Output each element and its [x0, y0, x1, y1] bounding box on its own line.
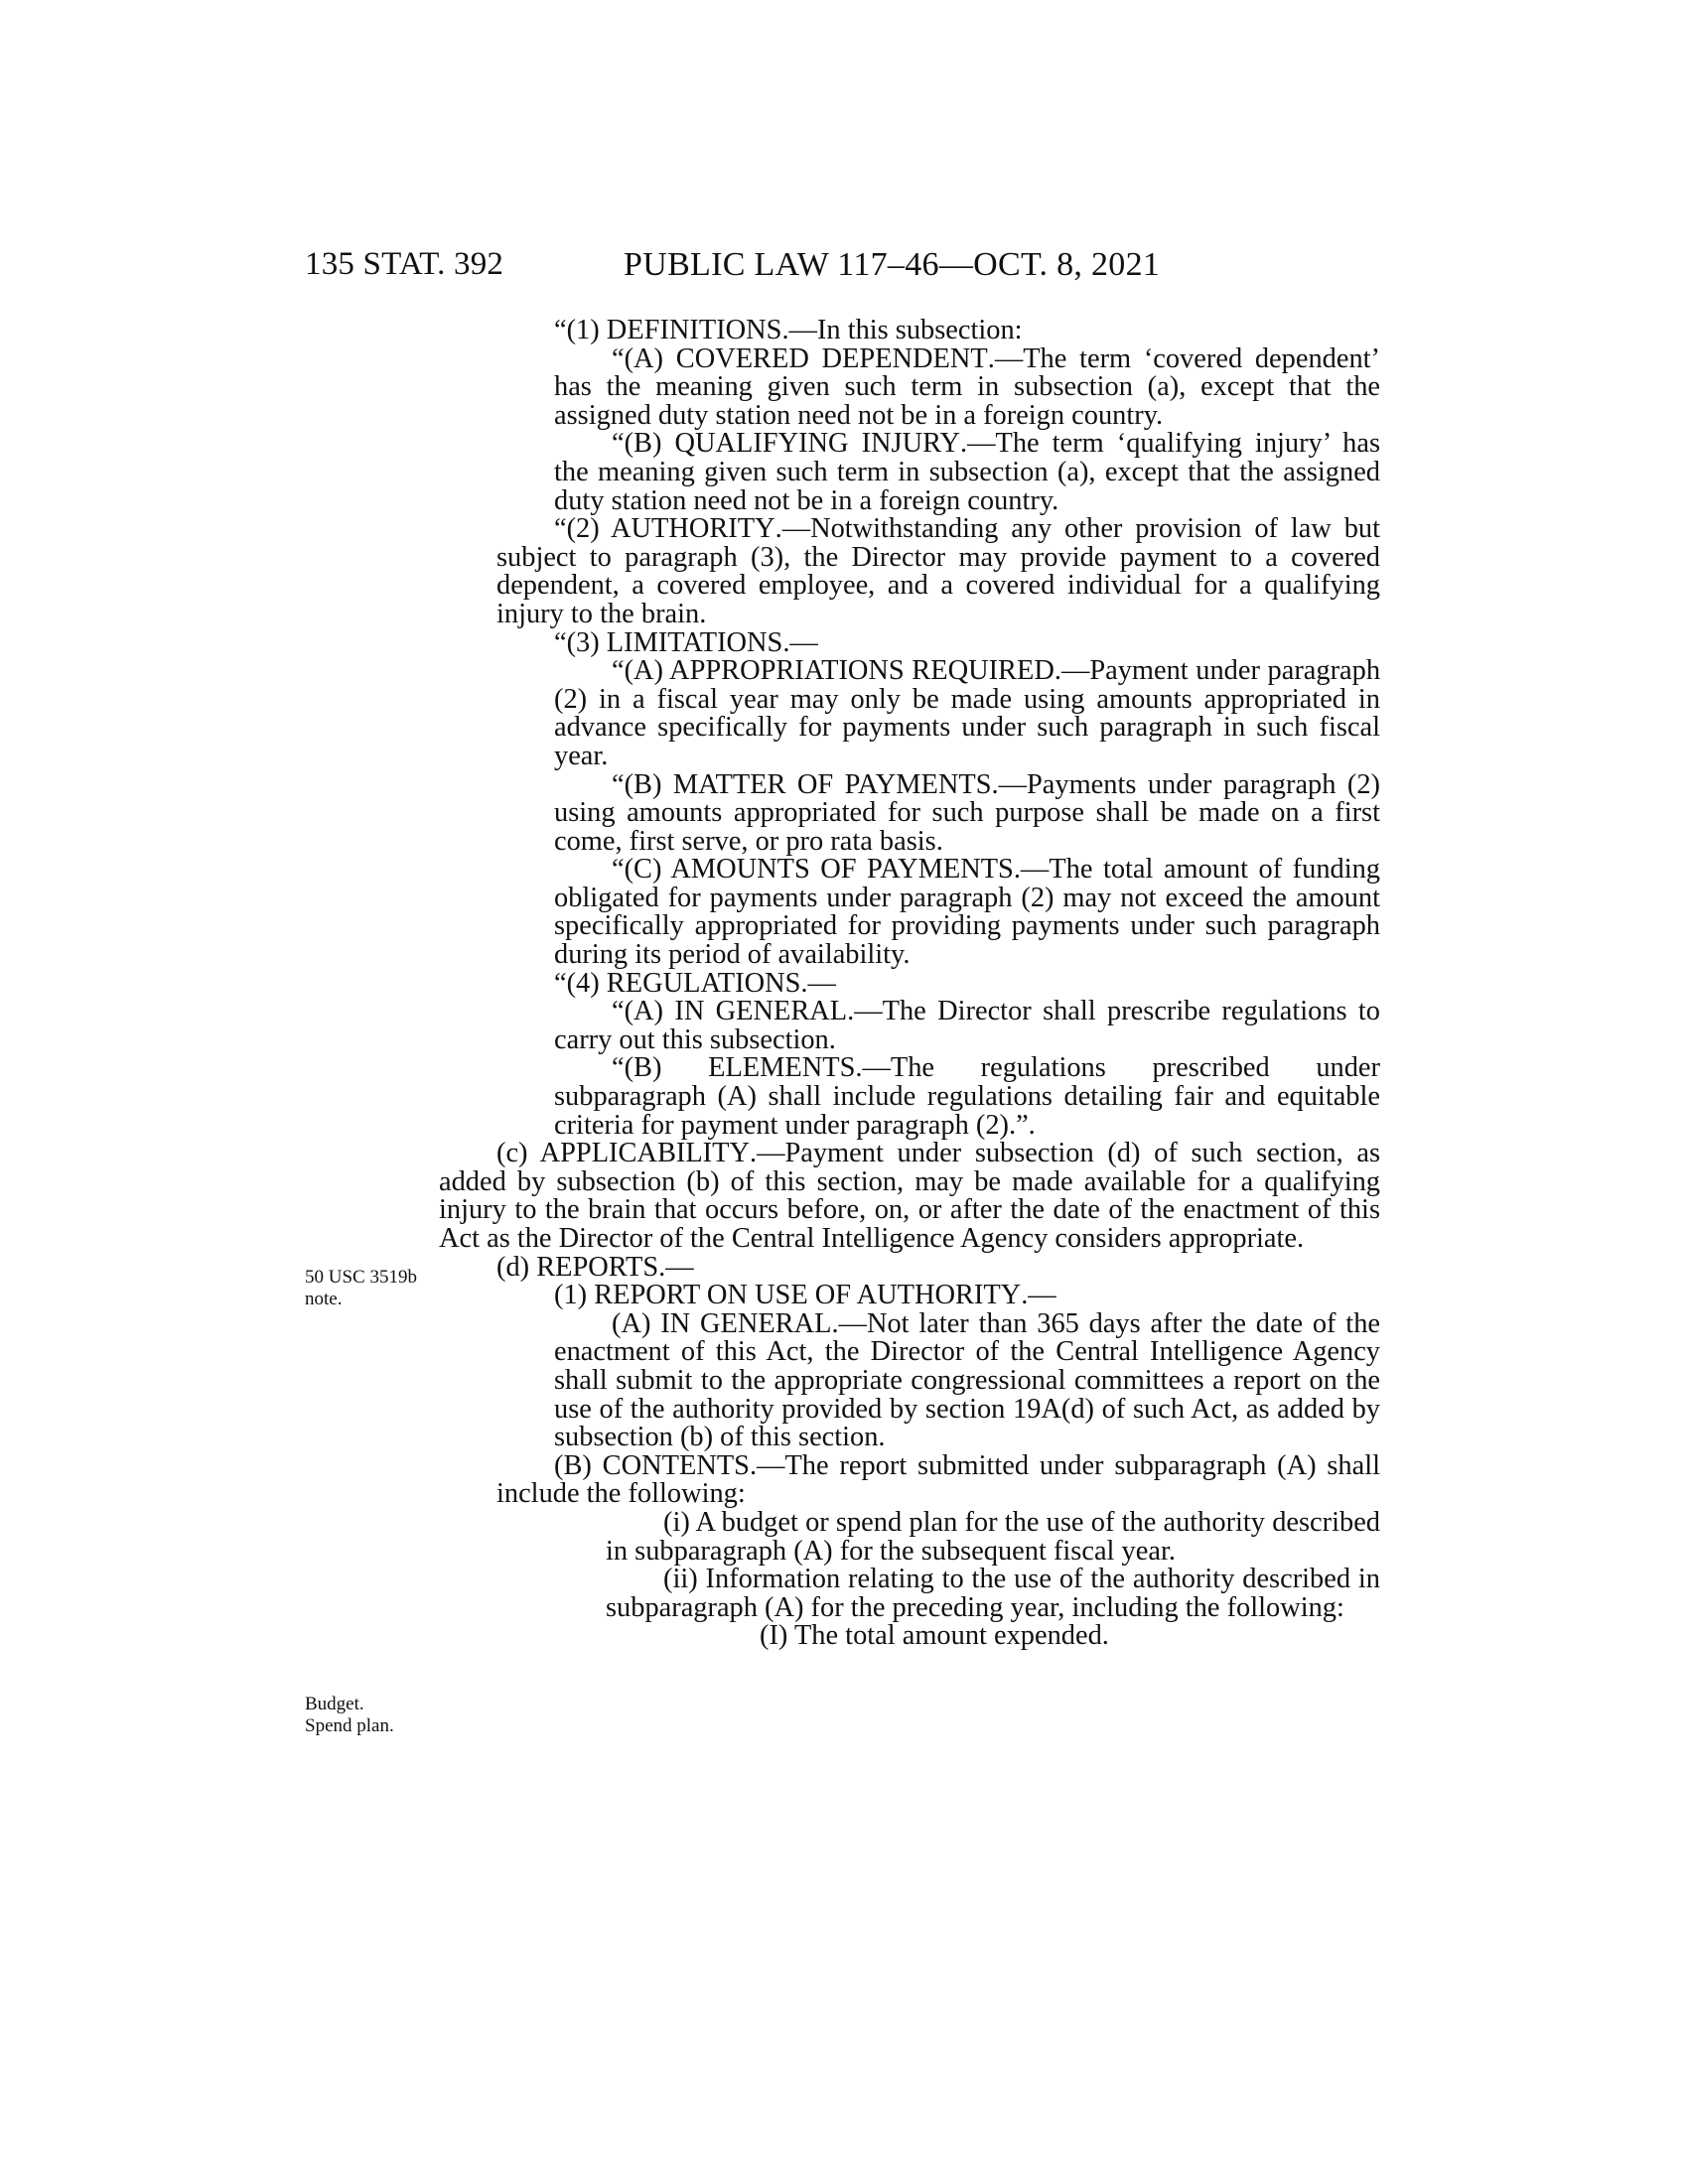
subparagraph-matter-of-payments: [496, 768, 1381, 857]
para-text: .—: [782, 626, 818, 658]
paragraph-regulations: [496, 967, 1380, 999]
para-heading: UTHORITY: [631, 513, 775, 545]
para-heading: MOUNTS OF PAYMENTS: [690, 854, 1014, 886]
para-lead: (B) C: [554, 1449, 622, 1481]
subparagraph-regulations-elements: [496, 1054, 1380, 1140]
para-lead: “(B) Q: [612, 428, 695, 460]
para-text: .—Not later than 365 days after the date of the enactment of this Act, the Director of the Central Intelligence Agency shall submit to the appropriate congressional committees a report on the use of the authority provided by section 19A(d) of such Act, as added by subsection (b) of this section.: [554, 1307, 1380, 1453]
para-lead: (c) A: [496, 1138, 561, 1169]
para-text: .—The term ‘qualifying injury’ has the meaning given such term in subsection (a), except that the assigned duty station need not be in a foreign country.: [554, 428, 1380, 516]
para-lead: (A) I: [612, 1307, 670, 1339]
para-heading: PPLICABILITY: [560, 1138, 750, 1169]
margin-note-budget: [305, 1694, 394, 1737]
para-text: .—In this subsection:: [781, 315, 1023, 345]
para-text: .—The Director shall prescribe regulations to carry out this subsection.: [554, 996, 1380, 1055]
para-heading: OVERED DEPENDENT: [694, 342, 988, 374]
para-text: .—Payments under paragraph (2) using amounts appropriated for such purpose shall be made on a first come, first serve, or pro rata basis.: [554, 768, 1381, 857]
para-text: .—: [658, 1251, 694, 1283]
margin-note-line: Budget.: [305, 1694, 364, 1714]
margin-note-usc-reference: [305, 1267, 417, 1310]
subparagraph-amounts-of-payments: [496, 856, 1380, 969]
public-law-title: PUBLIC LAW 117–46—OCT. 8, 2021: [624, 246, 1161, 283]
para-text: .—Payment under paragraph (2) in a fiscal year may only be made using amounts appropriated in advance specifically for payments under such paragraph in such fiscal year.: [554, 655, 1381, 771]
para-lead: “(1) D: [554, 315, 628, 345]
para-text: .—The total amount of funding obligated for payments under paragraph (2) may not exceed the amount specifically appropriated for providing payments under such paragraph during its period of availability.: [554, 854, 1380, 971]
para-text: .—The term ‘covered dependent’ has the meaning given such term in subsection (a), except that the assigned duty station need not be in a foreign country.: [554, 342, 1380, 431]
para-text: .—: [1021, 1280, 1056, 1311]
subparagraph-appropriations-required: [496, 657, 1380, 770]
para-lead: “(4) R: [554, 967, 626, 999]
para-lead: “(2) A: [554, 513, 632, 545]
para-lead: (1) R: [554, 1280, 614, 1311]
para-lead: “(A) C: [612, 342, 695, 374]
subclause-total-amount-expended: (I) The total amount expended.: [760, 1620, 1109, 1652]
running-header: [0, 246, 1688, 290]
para-text: .—Notwithstanding any other provision of law but subject to paragraph (3), the Director may provide payment to a covered dependent, a covered employee, and a covered individual for a qualifying injury to the brain.: [496, 513, 1380, 629]
para-lead: “(B) M: [612, 768, 699, 800]
para-lead: “(A) A: [612, 655, 690, 687]
para-text: .—The regulations prescribed under subparagraph (A) shall include regulations detailing fair and equitable criteria for payment under paragraph (2).”.: [554, 1052, 1380, 1141]
clause-information-use-of-authority: (ii) Information relating to the use of the authority described in subparagraph (A) for the preceding year, including the following:: [606, 1564, 1380, 1623]
subsection-reports: [496, 1251, 1380, 1283]
para-lead: “(B) E: [612, 1052, 726, 1084]
para-text: .—The report submitted under subparagraph (A) shall include the following:: [496, 1449, 1380, 1510]
para-heading: N GENERAL: [669, 1307, 832, 1339]
para-heading: UALIFYING INJURY: [695, 428, 960, 460]
paragraph-authority: [496, 515, 1380, 628]
statute-body: [439, 315, 1381, 1652]
statute-page-reference: 135 STAT. 392: [305, 246, 504, 282]
subparagraph-covered-dependent: [496, 342, 1380, 431]
paragraph-report-on-use-of-authority: [496, 1282, 1380, 1310]
margin-note-line: 50 USC 3519b: [305, 1267, 417, 1288]
para-heading: ONTENTS: [621, 1449, 750, 1481]
para-text: .—: [800, 967, 836, 999]
subparagraph-regulations-in-general: [496, 998, 1380, 1054]
para-heading: LEMENTS: [725, 1052, 856, 1084]
para-heading: ATTER OF PAYMENTS: [698, 768, 992, 800]
para-heading: EFINITIONS: [627, 315, 782, 345]
para-lead: “(A) I: [612, 996, 684, 1027]
para-heading: EPORTS: [555, 1251, 659, 1283]
paragraph-definitions: [496, 317, 1380, 345]
subparagraph-report-in-general: [496, 1307, 1380, 1453]
para-lead: “(3) L: [554, 626, 625, 658]
subsection-applicability: [439, 1140, 1380, 1253]
clause-budget-spend-plan: (i) A budget or spend plan for the use of the authority described in subparagraph (A) for the subsequent fiscal year.: [606, 1506, 1380, 1567]
margin-note-line: Spend plan.: [305, 1715, 394, 1736]
para-lead: (d) R: [496, 1251, 556, 1283]
subparagraph-qualifying-injury: [496, 430, 1380, 515]
para-text: .—Payment under subsection (d) of such section, as added by subsection (b) of this section, may be made available for a qualifying injury to the brain that occurs before, on, or after the date of the enactment of this Act as the Director of the Central Intelligence Agency considers appropriate.: [439, 1138, 1380, 1254]
margin-note-line: note.: [305, 1289, 343, 1309]
para-heading: EGULATIONS: [625, 967, 801, 999]
para-heading: N GENERAL: [683, 996, 848, 1027]
para-heading: IMITATIONS: [624, 626, 783, 658]
paragraph-limitations: [496, 626, 1380, 658]
subparagraph-report-contents: [496, 1449, 1380, 1510]
para-heading: EPORT ON USE OF AUTHORITY: [613, 1280, 1022, 1311]
para-heading: PPROPRIATIONS REQUIRED: [689, 655, 1055, 687]
para-lead: “(C) A: [612, 854, 691, 886]
